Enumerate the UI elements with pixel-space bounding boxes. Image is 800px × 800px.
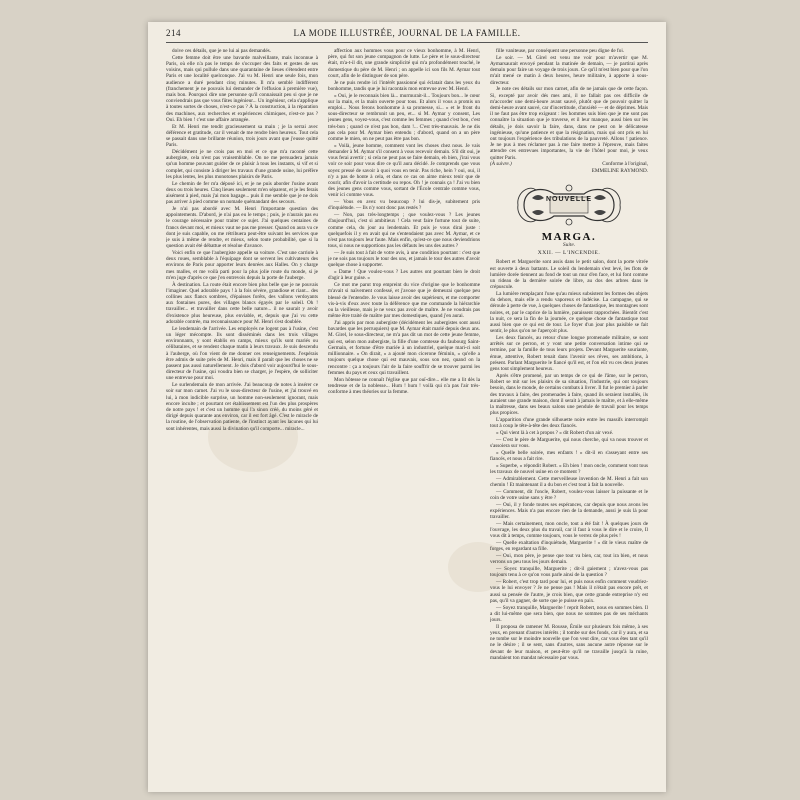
- ornament-scroll-icon: [514, 180, 624, 230]
- paragraph: « Quelle belle soirée, mes enfants ! » dit-il en s'asseyant entre ses fiancés, et nous a fait rire.: [490, 449, 648, 462]
- journal-title: LA MODE ILLUSTRÉE, JOURNAL DE LA FAMILLE.: [293, 28, 521, 38]
- paragraph: — Robert, c'est trop tard pour lui, et puis nous enfin comment voudriez-vous le lui envoyer ? Je ne pense pas ! Mais il n'était pas encore prêt, et aussi sa pensée de l'autre, je crois bien, que cette grande entreprise n'y est pas, qu'il va gagner, de sorte que je puisse en paix.: [490, 579, 648, 604]
- conformity-note: Conforme à l'original,: [602, 161, 648, 168]
- paragraph: L'apparition d'une grande silhouette noire entre les massifs interrompit tout à coup le tête-à-tête des deux fiancés.: [490, 416, 648, 430]
- paragraph: Je note ces détails sur mon carnet, afin de ne jamais que de cette façon. Si, excepté par avoir dés mes ami, il ne fallait pas ces difficile de m'accorder une demi-heure avant sauvé, plutôt que de pouvoir quitter la demi-heure avant sauvé, car d'incertitude, d'anxiété — et de déprimes. Mais il ne faut pas être trop exigeant : les hommes suis bien que je me sont pas connaître la situation que je traverse, et il leur manque, aussi bien sur les détails, je dois savoir la faire, dans, dans ne peut on le délicatesse ingénieuse, qu'une patience et que la résignation, mais qui ont pris en lui ont toujours l'expérience des tribulations de la pauvreté. Allons ! patience. Je ne pus à mes réclamer pas à me faire mettre à l'épreuve, mais faites attendre ces entrevues importantes, la vie de l'hôtel pour moi, je veux quitter Paris.: [490, 86, 648, 161]
- page-number: 214: [166, 28, 181, 38]
- paragraph: « Superbe, » répondit Robert. « Eh bien ! mon oncle, comment vont tous les travaux de nouvel usine en ce moment ?: [490, 462, 648, 475]
- paragraph: « Qui vient là à cet à propos ? » dit Robert d'un air vexé.: [496, 429, 614, 436]
- paragraph: Cette femme doit être une bavarde malveillante, mais inconnue à Paris, où elle n'a pas le temps de s'occuper des faits et gestes de ses voisins, mais qui pullule dans une quarantaine de lieues s'étendent entre Paris et une localité quelconque. J'ai vu M. Henri une seule fois, mon audience a duré pendant cinq minutes. Il m'a semblé indifférent (franchement je ne pouvais lui demander de l'effusion à première vue), mais bon. Pourquoi dire une personne qu'il connaissait peu si que je ne conviendrais pas que vous fûtes ingénieur... Un ingénieur, cela s'applique à toutes sortes de choses, n'est-ce pas ? À la construction, à la réparation des machines, aux recherches et expériences chimiques, n'est-ce pas ? Oui. Eh bien ! c'est une affaire arrangée.: [166, 54, 318, 123]
- paragraph: — C'est le père de Marguerite, qui nous cherche, qui va nous trouver et s'assoiera sur vous.: [490, 436, 648, 449]
- paragraph: « Dame ! Que voulez-vous ? Les autres ont pourtant bien le droit d'agir à leur guise. »: [328, 269, 480, 282]
- paragraph: Mon hôtesse ne connaît l'église que par ouï-dire... elle me a lit dès la tendresse et de la noblesse... Hum ! hum ! voilà qui n'a pas l'air très-conforme à mes théories sur la femme.: [328, 376, 480, 395]
- paragraph: — Vous en avez vu beaucoup ? lui dis-je, subitement pris d'inquiétude. — Ils n'y sont donc pas restés ?: [328, 199, 480, 212]
- paragraph: J'ai appris par mon aubergiste (décidément les aubergistes sont aussi bavardes que les perruquiers) que M. Aymar était marié depuis deux ans. M. Girel, le sous-directeur, ne m'a pas dit un mot de cette jeune femme, qui est, selon mon aubergiste, la fille d'une comtesse du faubourg Saint-Germain, et fortune d'être mariée à un industriel, quelque mari-ci soit millionnaire. « On dirait, » a ajouté mon cicerone féminin, « qu'elle a toujours quelque chose qui est mauvais, sous son nez, quand on la rencontre : ça a toujours l'air de la faire souffrir de se trouver parmi les femmes du pays et ceux qui travaillent.: [328, 320, 480, 376]
- chapter-heading: XXII. — L'INCENDIE.: [537, 250, 601, 257]
- paragraph: Le lendemain de l'arrivée. Les employés ne logent pas à l'usine, c'est un léger mécompte. Ils sont disséminés dans les trois villages environnants, y sont établis en camps, mieux qu'ils sont mariés ou célibataires, et se rendent chaque matin à leurs travaux. Je suis descendu à l'auberge, où l'on vient de me donner ces renseignements. J'espérais être admis de suite près de M. Henri, mais il paraît que les choses ne se passent pas aussi naturellement. Je dois d'abord voir aujourd'hui le sous-directeur de l'usine, qui voudra bien se charger, je l'espère, de solliciter une entrevue pour moi.: [166, 325, 318, 382]
- paragraph: — Admirablement. Cette merveilleuse invention de M. Henri a fait son chemin ! Et maintenant il a du bon et c'est tout à fait la nouvelle.: [490, 475, 648, 488]
- author-name: EMMELINE RAYMOND.: [591, 167, 648, 174]
- paragraph: Ce mot me parut trop empreint du vice d'origine que le bonhomme m'avait si naïvement confessé, et j'avoue que je demeurai quelque peu blessé de l'entendre. Je vous laisse avoir des supérieurs, et me comporter vis-à-vis d'eux avec toute la déférence que me commande la hiérarchie ou la vieillesse, mais je ne veux pas avoir de maître. Je ne voudrais pas même être traité de maître par mes domestiques, quand j'en aurai.: [328, 282, 480, 320]
- paragraph: Les deux fiancés, au retour d'une longue promenade militaire, se sont arrêtés sur ce perron, et y vont une petite conversation intime qui se termine, par la famille de tous leurs projets. Devant Marguerite souriante, émue, attentive, Robert tenait dans l'avenir ses rêves, ses ambitions, à présent. Parlant Marguerite le fiancé qu'il est, et l'on eût vu ces deux jeunes gens tout simplement heureux.: [490, 335, 648, 373]
- paragraph: Après s'être promené, par un temps de ce qui de l'âme, sur le perron, Robert se mit sur les plaisirs de sa situation, l'industrie, qui ont toujours besoin, dans le monde, de certains combats à livrer. Il fut le premier à parler des travaux à faire, des promenades à faire, quand ils seraient installés, ils auraient une grande maison, dont il serait à jamais le maître, et à elle-même la maîtresse, dans ses beaux salons une pendule de travail pour les temps plus propices.: [490, 372, 648, 417]
- paragraph: doive ces détails, que je ne lui ai pas demandés.: [172, 48, 271, 54]
- paragraph: Le surlendemain de mon arrivée. J'ai beaucoup de notes à insérer ce soir sur mon carnet. J'ai vu le sous-directeur de l'usine, et j'ai trouvé en lui, à mon indicible surprise, un homme non-seulement ignorant, mais encore inculte ; et pourtant cet établissement est l'un des plus prospères de notre pays ! et c'est un homme qui l'a sinon créé, du moins géré et dirigé depuis quarante ans environ, car il est fort âgé. C'est le miracle de la routine, de l'observation patiente, de l'instinct ayant les lacunes qui lui sont inhérentes, mais aussi la divination qu'il comporte... miracle...: [166, 382, 318, 432]
- paragraph: affection aux hommes vous pour ce vieux bonhomme, à M. Henri, père, qui fut son jeune compagnon de lutte. Le père et le sous-directeur était, m'a-t-il dit, une grande simplicité qui m'a profondément touché, le domestique du père de M. Henri ; on appelle ici son fils M. Aymar tout court, afin de le distinguer de son père.: [328, 48, 480, 79]
- paragraph: — Mais certainement, mon oncle, tout a été fait ! À quelques jours de l'ouvrage, les deux plus du travail, car il faut à vous le dire et le croire, Il vous dit à temps, comme toujours, vous le verrez de plus près !: [490, 520, 648, 540]
- story-title: MARGA.: [541, 230, 597, 243]
- paragraph: « Oui, je le reconnais bien là... murmurait-il... Toujours bon... le cœur sur la main, et la main ouverte pour tous. Et alors il vous a promis un emploi... Nous ferons bonhomme à sa promesse, si... » et le front du sous-directeur se rembrunit un peu, et... si M. Aymar y consent, Les jeunes gens, voyez-vous, c'est comme les femmes ; quand c'est bon, c'est très-bon ; quand ce n'est pas bon, dam !... C'est très-mauvais. Je ne dis pas cela pour M. Aymar bien entendu ; d'abord, quand on a un père comme le mien, on ne peut pas être pas bon.: [328, 92, 480, 143]
- nouvelle-ornament: [514, 180, 624, 230]
- to-be-continued: (À suivre.): [490, 161, 512, 168]
- column-3-story-text: [490, 259, 648, 660]
- paragraph: Robert et Marguerite sont assis dans le petit salon, dont la porte vitrée est ouverte à deux battants. Le soleil du lendemain s'est levé, les flots de lumière dorée tiennent au fond de tout un mur d'en face, et lui font comme un rideau de la dernière soirée de libre, au dos des arbres dans le crépuscule.: [490, 259, 648, 291]
- paragraph: — Oui, mon père, je pense que tout va bien, car, tout ira bien, et nous verrons un peu tous les jours demain.: [490, 553, 648, 566]
- column-3-top-text: [490, 48, 648, 161]
- column-3: [490, 48, 648, 784]
- magazine-page: [148, 22, 666, 792]
- paragraph: Le soir. — M. Girel est venu me voir pour m'avertir que M. Aymarsaurait envoyé pendant la matinée de demain, — je partirai après demain pour faire un voyage de trois jours. Ce qu'il m'est bien pour que l'on m'ait mené ce matin à deux heures, heure militaire, à apporte à sous-directeur.: [490, 54, 648, 86]
- paragraph: Décidément je ne crois pas en moi et ce que m'a raconté cette aubergiste, cela n'est pas vraisemblable. On ne me persuadera jamais qu'un homme pouvant guider de ce plaisir à tous les instants, si vif et si complet, qui consiste à diriger les travaux d'une grande usine, lui préfère les plus lentes, les plus monotones plaisirs de Paris.: [166, 149, 318, 180]
- paragraph: — Soyez tranquille, Marguerite ; dit-il gaiement ; n'avez-vous pas toujours tenu à ce qu'on vous parle ainsi de la question ?: [490, 566, 648, 579]
- paragraph: — Oui, il y fonde toutes ses espérances, car depuis que nous avons les expériences. Mais n'a pas encore rien de la demande, aussi je suis là pour travailler.: [490, 501, 648, 521]
- paragraph: — Soyez tranquille, Marguerite ! reprit Robert, nous en sommes bien. Il a dit lui-même que sera bien, que nous ne sommes pas de ses méchants jours.: [490, 604, 648, 623]
- paragraph: À destination. La route était encore bien plus belle que je ne pouvais l'imaginer. Quel adorable pays ! à la fois sévère, grandiose et riant... des collines aux flancs sombres, d'épaisses forêts, des vallons verdoyants aux fontaines pures, des villages blancs égayés par le soleil. Oh ! travailler... et travailler dans cette belle nature... il ne saurait y avoir d'existence plus heureuse, plus enviable, et, depuis que j'ai vu cette adorable contrée, ma reconnaissance pour M. Henri s'est doublée.: [166, 281, 318, 325]
- paragraph: « Voilà, jeune homme, comment vont les choses chez nous. Je vais demander à M. Aymar s'il consent à vous recevoir demain. S'il dit oui, je vous ferai avertir ; si cela ne peut pas se faire demain, eh bien, j'irai vous voir ce soir pour vous dire ce qu'il aura décidé. Je comprends que vous soyez pressé de savoir à quoi vous en tenir. Pas riche, hein ? oui, oui, il n'y a pas de honte à cela, et dans ce cas on aime mieux tenir que de courir, afin d'avoir la certitude ou repos. Oh ! je connais ça ! J'ai vu bien des jeunes gens comme vous, sortant de l'École centrale comme vous, venir ici comme vous.: [328, 142, 480, 199]
- column-2: [328, 48, 480, 784]
- paragraph: Le chemin de fer m'a déposé ici, et je ne puis aborder l'usine avant deux ou trois heures. Cinq lieues seulement m'en séparent, et je les ferais aisément à pied, mais j'ai mon bagage... puis il me semble que je ne dois pas arriver à pied comme un nomade quémandant des secours.: [166, 180, 318, 206]
- paragraph: Je ne puis rendre ici l'intérêt passionné qui éclatait dans les yeux du bonhomme, tandis que je lui racontais mon entrevue avec M. Henri.: [328, 79, 480, 92]
- signature-block: [490, 161, 648, 173]
- paragraph: Et M. Henri me tendit gracieusement sa main ; je la serrai avec déférence et gratitude, car il venait de me rendre bien heureux. Tout cela se passait dans une brillante réunion, trois jours avant que j'eusse quitté Paris.: [166, 123, 318, 149]
- paragraph: Il proposa de ramener M. Rousse, Émile sur plusieurs fois même, à ses yeux, en prenant d'autres intérêts ; il tombe sur des fonds, car il y aura, et sa ne tombe sur le moindre nouvelle que l'on veut dire, car vous êtes tant qu'il ne le désire ; il se sent, sans d'autres, sans aucune autre réponse sur le devant de leur maison, et peut-être qu'il ne travaille jusqu'à la ruine, mandaient ton mandat nécessaire par vous.: [490, 623, 648, 661]
- paragraph: — Je suis tout à fait de votre avis, à une condition pourtant : c'est que je ne sois pas toujours le tour des uns, et jamais le tour des autres d'avoir quelque chose à supporter.: [328, 250, 480, 269]
- paragraph: Je n'ai pas abordé avec M. Henri l'importante question des appointements. D'abord, je n'ai pas eu le temps ; puis, je n'aurais pas eu le courage nécessaire pour traiter ce sujet. J'ai quelques centaines de francs devant moi, et mieux vaut ne pas me presser. Quand on aura vu ce dont je suis capable, on me rétribuera peut-être suivant les services que je suis à même de rendre, et mieux, selon toute probabilité, que si la question avait été débattue et résolue d'avance.: [166, 206, 318, 250]
- paragraph: fille vaniteuse, par conséquent une personne peu digne de foi.: [496, 48, 625, 54]
- ornament-label: NOUVELLE: [545, 195, 593, 203]
- paragraph: — Non, pas très-longtemps ; que voulez-vous ? Les jeunes d'aujourd'hui, c'est si ambitieux ! Cela veut faire fortune tout de suite, comme cela, du jour au lendemain. Et puis je vous dirai juste : quelquefois il y en avait qui ne s'entendaient pas avec M. Aymar, et ce n'est pas toujours leur faute. Mais enfin, qu'est-ce que nous deviendrions tous, si nous ne supportions pas les défauts les uns des autres ?: [328, 212, 480, 250]
- story-subtitle: Suite.: [562, 242, 576, 249]
- paragraph: La lumière remplaçant l'une qu'au mieux subsistent les formes des objets du dehors, mais elle a rendu vaporeux et indécise. La campagne, qui se déroule à perte de vue, à quelques choses de fantastique, les montagnes sont noires, et, par le caprice de la lumière, paraissent rapprochées. Bientôt c'est la nuit, ce sera la fin de la journée, ce quelque chose de fantastique tout aussi bien que ce qui est de tour. Le foyer d'un jour plus paisible se fait sentir, le plus qu'on ne l'aperçoit plus.: [490, 291, 648, 335]
- paragraph: Voici enfin ce que l'aubergiste appelle sa voiture. C'est une carriole à deux roues, semblable à l'équipage dont se servent les cultivateurs des environs de Paris pour apporter leurs denrées aux Halles. On y charge mes malles, et me voilà parti pour la plus jolie route du monde, si je m'en juge d'après ce que j'en entrevois depuis la porte de l'auberge.: [166, 250, 318, 281]
- running-header: [166, 28, 648, 43]
- paragraph: — Quelle exaltation d'inquiétude, Marguerite ! » dit le vieux maître de forges, en regardant sa fille.: [490, 540, 648, 553]
- column-1: [166, 48, 318, 784]
- paragraph: — Comment, dit l'oncle, Robert, voulez-vous laisser la puissante et le coin de votre usine sans y être ?: [490, 488, 648, 501]
